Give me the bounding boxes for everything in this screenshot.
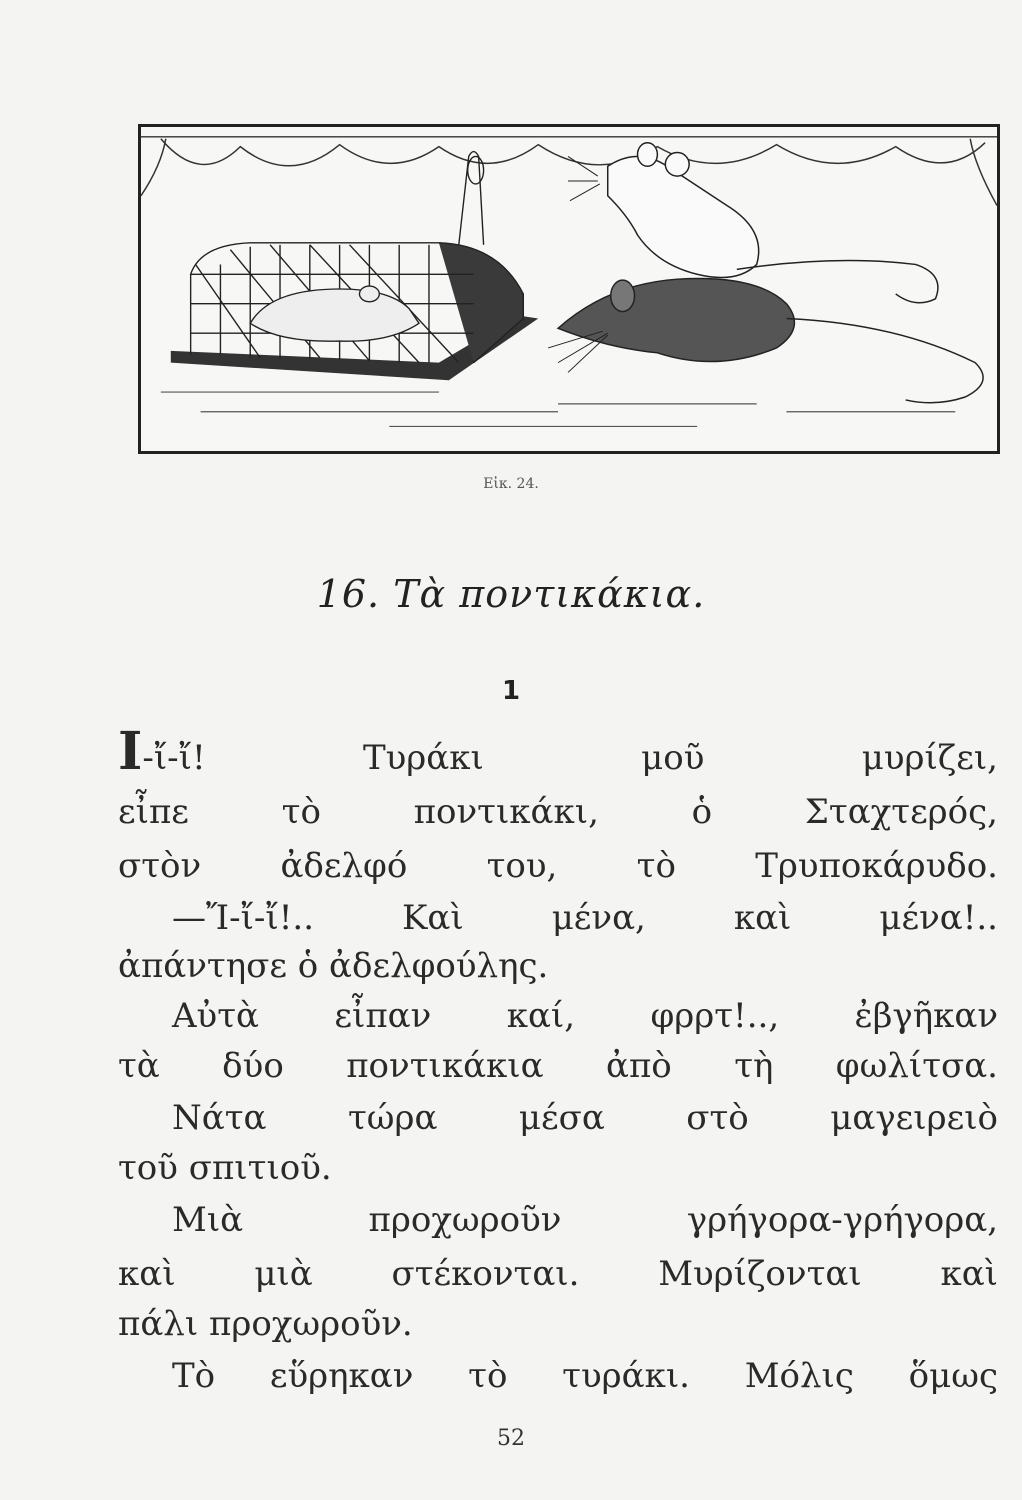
dropcap: Ι (118, 721, 143, 782)
page-number: 52 (497, 1426, 525, 1451)
figure-caption: Εἰκ. 24. (483, 476, 539, 492)
text-line (118, 721, 998, 782)
text-line: στὸν ἀδελφό του, τὸ Τρυποκάρυδο. (118, 846, 998, 886)
text-line: τὰ δύο ποντικάκια ἀπὸ τὴ φωλίτσα. (118, 1046, 998, 1086)
text-line: Νάτα τώρα μέσα στὸ μαγειρειὸ (172, 1098, 998, 1138)
text-line: τοῦ σπιτιοῦ. (118, 1148, 332, 1188)
text-line: ἀπάντησε ὁ ἀδελφούλης. (118, 946, 549, 986)
mice-illustration (138, 124, 1000, 454)
text-line: εἶπε τὸ ποντικάκι, ὁ Σταχτερός, (118, 792, 998, 832)
section-number: 1 (501, 676, 521, 706)
floor-lines (161, 392, 955, 426)
dark-mouse (548, 278, 983, 402)
chapter-title: 16. Τὰ ποντικάκια. (316, 572, 706, 616)
trapped-mouse (250, 286, 419, 341)
curtain-decoration (141, 137, 997, 206)
mice-and-mousetrap-illustration (141, 127, 997, 451)
text-line-content: -ἴ-ἴ! Τυράκι μοῦ μυρίζει, (142, 738, 998, 778)
text-line: Μιὰ προχωροῦν γρήγορα-γρήγορα, (172, 1200, 998, 1240)
text-line: καὶ μιὰ στέκονται. Μυρίζονται καὶ (118, 1254, 998, 1294)
text-line: Αὐτὰ εἶπαν καί, φρρτ!.., ἐβγῆκαν (172, 996, 998, 1036)
text-line: πάλι προχωροῦν. (118, 1304, 413, 1344)
text-line: Τὸ εὕρηκαν τὸ τυράκι. Μόλις ὅμως (172, 1356, 998, 1396)
white-mouse (568, 143, 938, 303)
text-line: —Ἴ-ἴ-ἴ!.. Καὶ μένα, καὶ μένα!.. (172, 898, 998, 938)
